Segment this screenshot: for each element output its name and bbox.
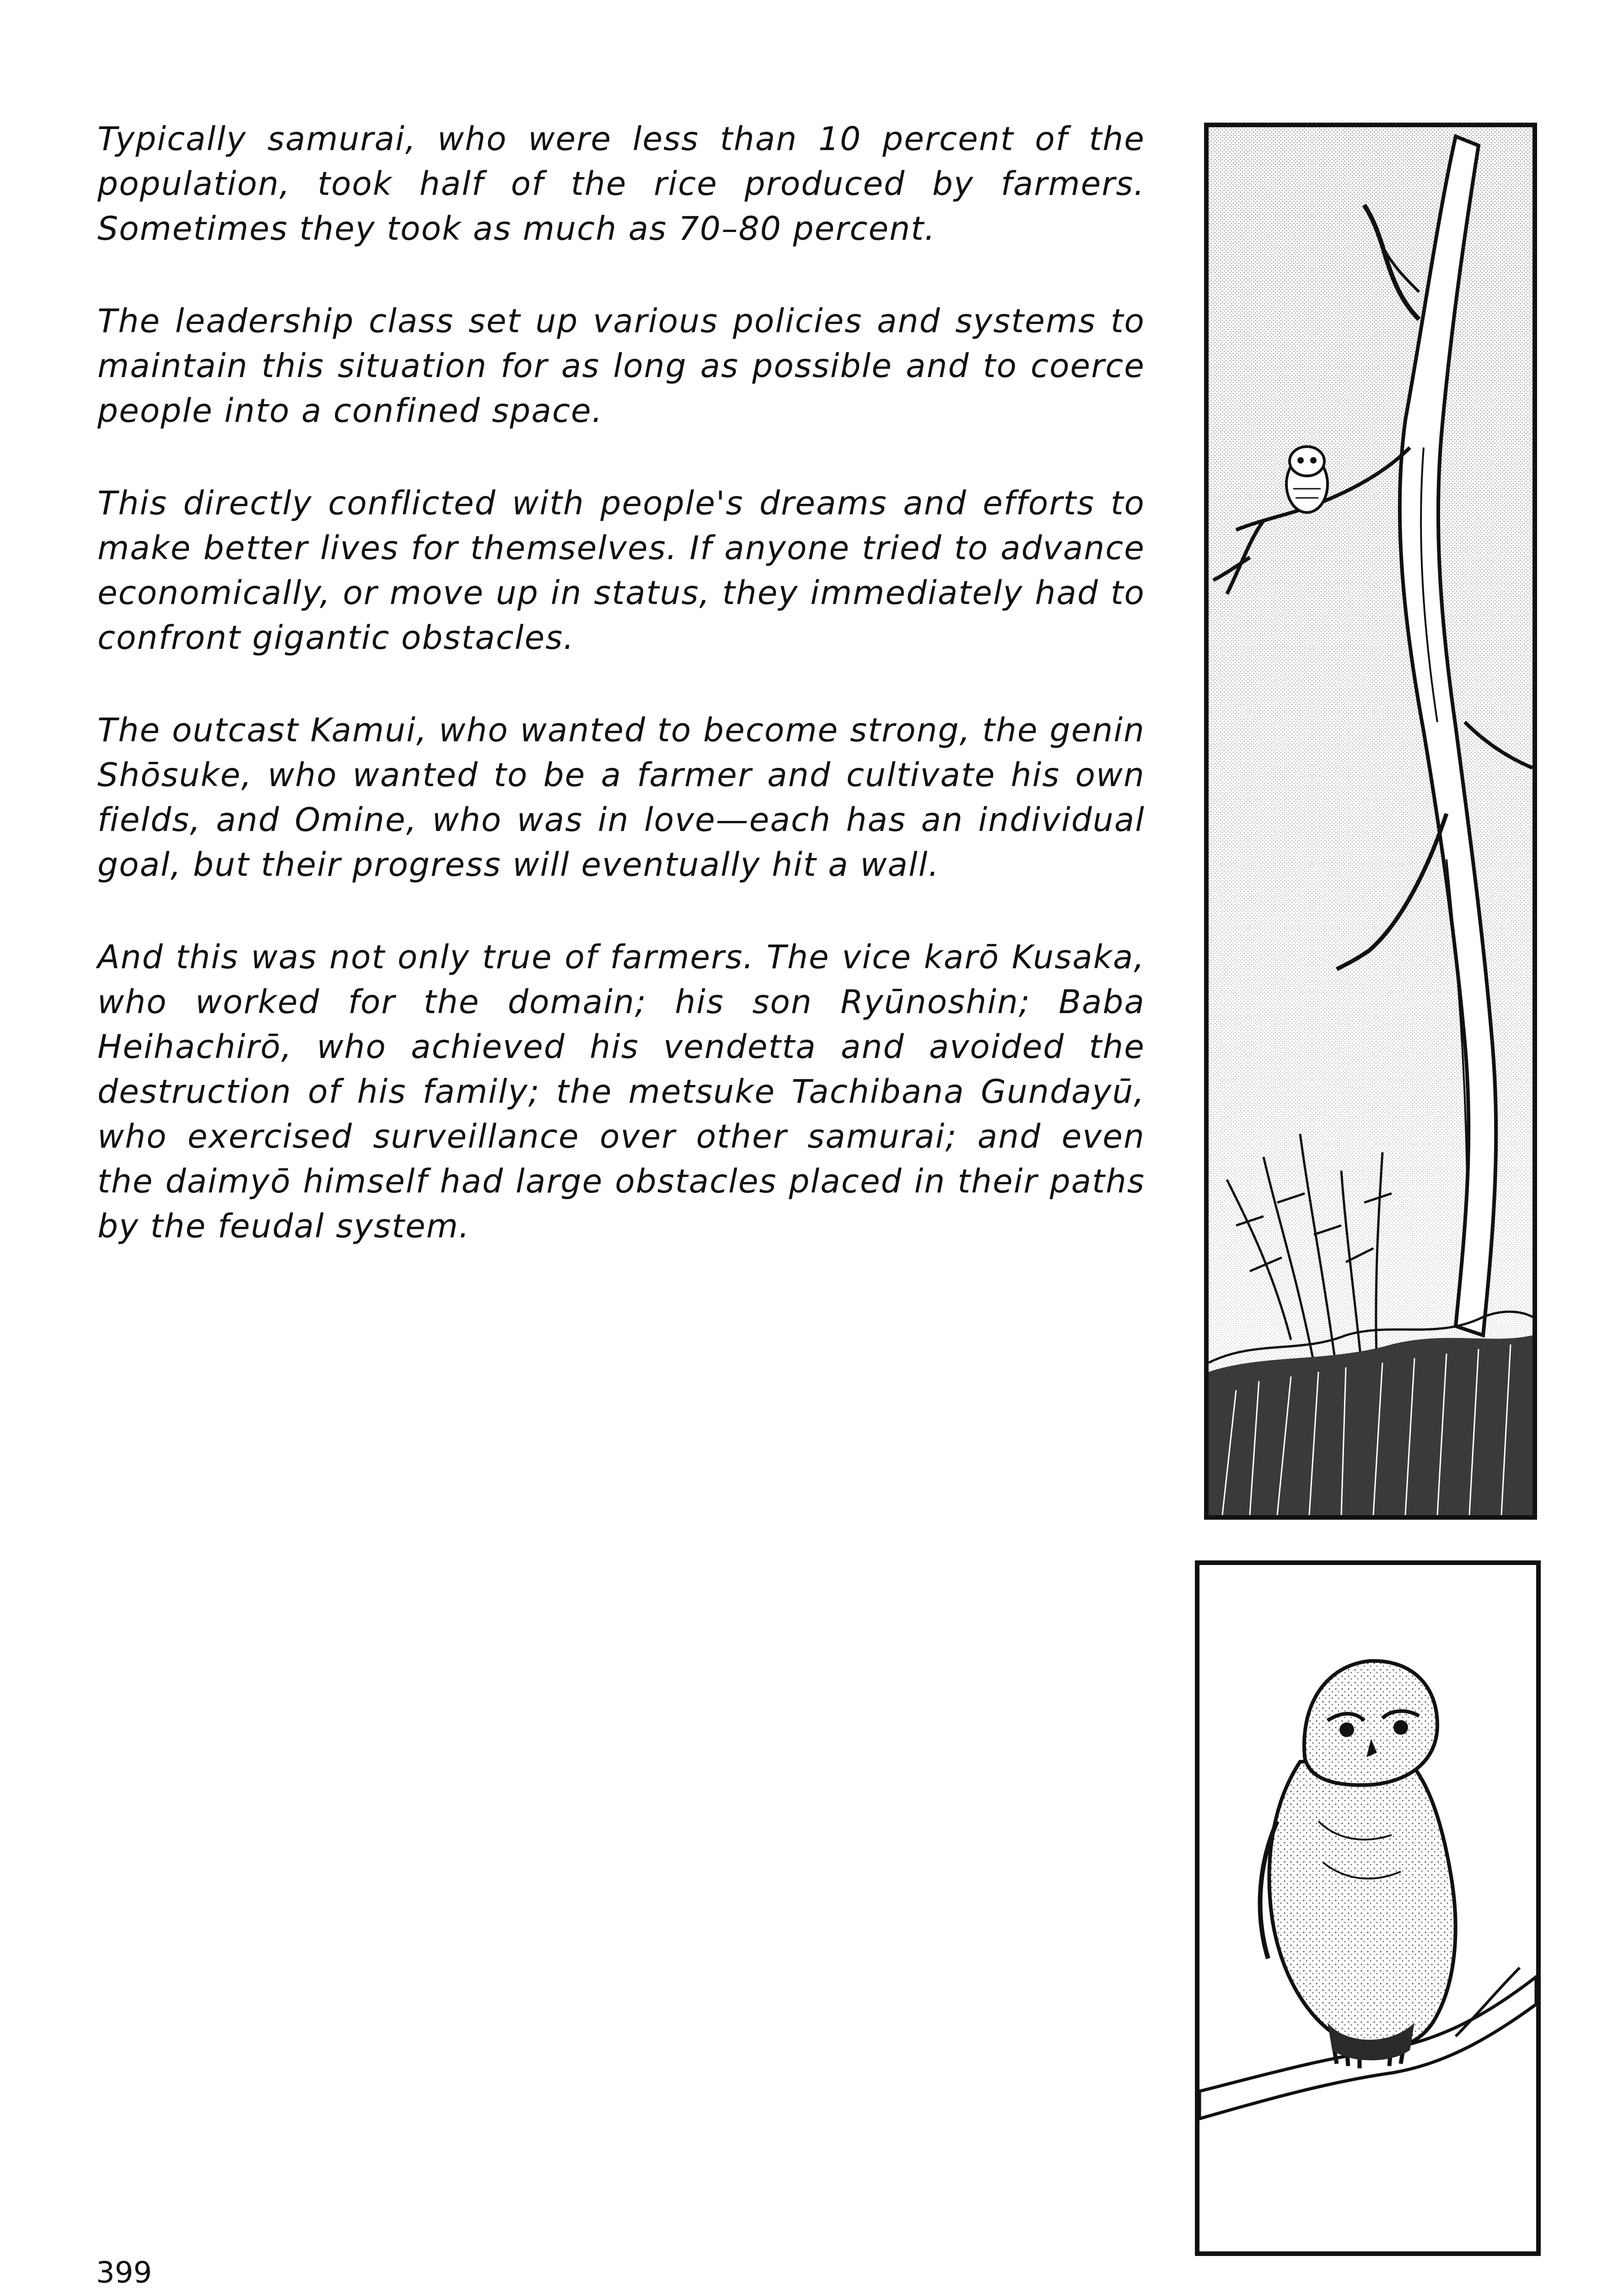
owl-illustration: [1199, 1565, 1536, 2251]
small-owl: [1286, 447, 1328, 513]
paragraph-4: The outcast Kamui, who wanted to become strong, the genin Shōsuke, who wanted to be a farmer and cultivate his own fields, and Omine, who was in love—each has an individual goal, but their progress will eventually hit a wall.: [97, 711, 1145, 884]
ground-grass: [1209, 1335, 1533, 1515]
paragraph-1: Typically samurai, who were less than 10 percent of the population, took half of the rice produced by farmers. Sometimes they took as much as 70–80 percent.: [97, 120, 1145, 248]
tree-illustration: [1209, 127, 1533, 1515]
paragraph-2: The leadership class set up various policies and systems to maintain this situation for as long as possible and to coerce people into a confined space.: [97, 302, 1145, 430]
page-number: 399: [96, 2256, 152, 2288]
tree-owl-panel: [1204, 123, 1537, 1520]
paragraph-5: And this was not only true of farmers. The vice karō Kusaka, who worked for the domain; his son Ryūnoshin; Baba Heihachirō, who achieved his vendetta and avoided the destruction of his family; the metsuke Tachibana Gundayū, who exercised surveillance over other samurai; and even the daimyō himself had large obstacles placed in their paths by the feudal system.: [97, 938, 1145, 1245]
owl-eye-left: [1339, 1722, 1354, 1737]
paragraph-3: This directly conflicted with people's dreams and efforts to make better lives for themselves. If anyone tried to advance economically, or move up in status, they immediately had to confront gigantic obstacles.: [97, 484, 1145, 657]
body-text: [97, 117, 1145, 1296]
owl-closeup-panel: [1195, 1560, 1541, 2256]
owl-eye-right: [1393, 1720, 1408, 1735]
